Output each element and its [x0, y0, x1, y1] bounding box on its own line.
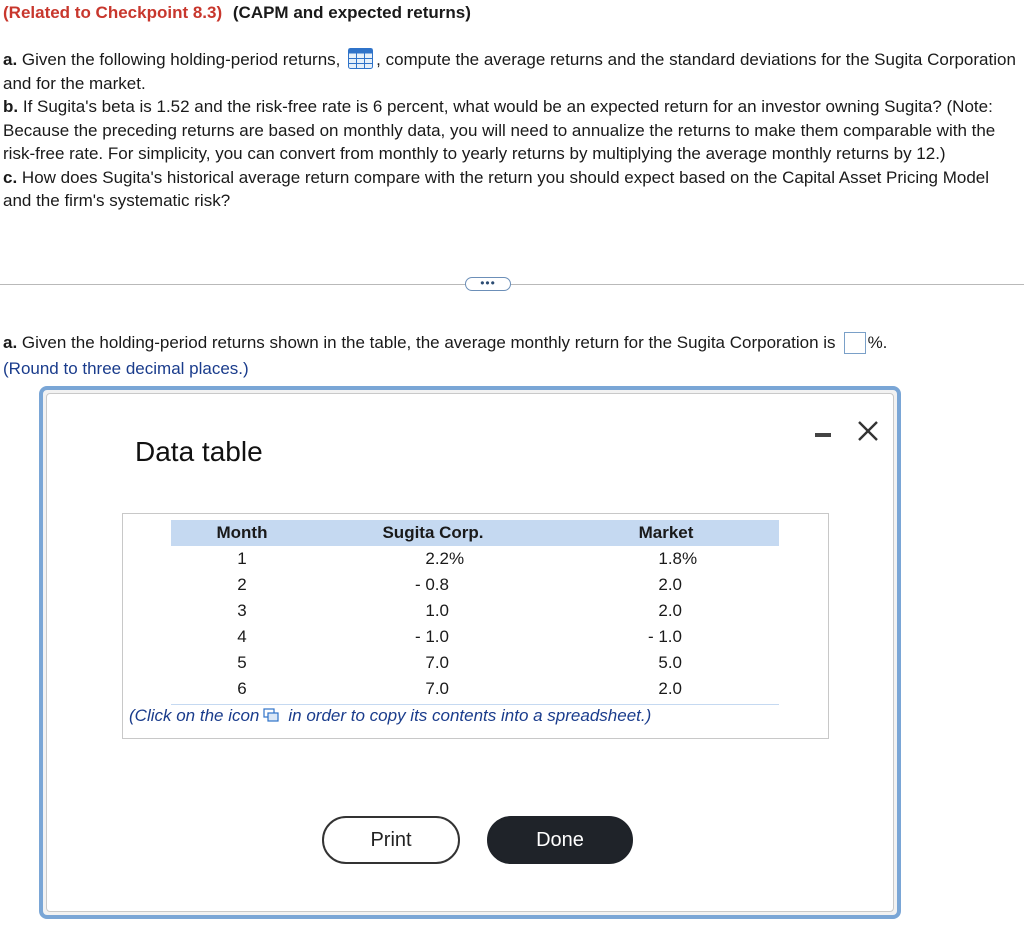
problem-statement	[3, 48, 1019, 213]
part-a-lead: a.	[3, 50, 18, 69]
data-table-dialog	[39, 386, 901, 919]
data-table-icon[interactable]	[348, 48, 373, 69]
table-row	[171, 598, 779, 624]
market-value: 1.8	[658, 549, 682, 568]
cell-sugita	[313, 546, 553, 572]
cell-month: 3	[237, 601, 247, 620]
rounding-hint: (Round to three decimal places.)	[3, 359, 249, 378]
cell-sugita	[313, 676, 553, 702]
header-month: Month	[171, 520, 313, 546]
part-c-lead: c.	[3, 167, 18, 187]
cell-month: 5	[237, 653, 247, 672]
close-icon[interactable]	[855, 418, 881, 444]
cell-market	[553, 676, 779, 702]
question-lead: a.	[3, 333, 18, 352]
table-row	[171, 624, 779, 650]
part-c-body: How does Sugita's historical average return compare with the return you should expect based on the Capital Asset Pricing Model and the firm's systematic risk?	[3, 167, 990, 210]
market-value: 2.0	[658, 575, 682, 594]
cell-sugita	[313, 598, 553, 624]
part-a-text	[3, 48, 1019, 95]
part-a-text-2: , compute the average returns and the standard deviations for the Sugita Corporation and for the market.	[3, 50, 1016, 93]
sugita-pct: %	[449, 549, 465, 568]
cell-sugita	[313, 572, 553, 598]
table-row	[171, 676, 779, 702]
market-pct: %	[682, 549, 698, 568]
minimize-icon[interactable]	[812, 420, 834, 442]
cell-sugita	[313, 624, 553, 650]
answer-unit: %.	[867, 333, 888, 352]
sugita-value: - 0.8	[414, 575, 449, 594]
market-value: - 1.0	[647, 627, 682, 646]
checkpoint-reference: (Related to Checkpoint 8.3)	[3, 3, 223, 22]
copy-note-start: (Click on the icon	[129, 706, 260, 725]
cell-market	[553, 624, 779, 650]
sugita-value: - 1.0	[414, 627, 449, 646]
cell-month: 2	[237, 575, 247, 594]
table-row	[171, 546, 779, 572]
question-line	[3, 331, 887, 355]
header-sugita: Sugita Corp.	[313, 520, 553, 546]
cell-market	[553, 546, 779, 572]
market-value: 2.0	[658, 679, 682, 698]
data-table-container	[122, 513, 829, 739]
copy-to-spreadsheet-icon[interactable]	[263, 707, 279, 721]
cell-market	[553, 598, 779, 624]
cell-month: 6	[237, 679, 247, 698]
part-b-text	[3, 95, 1019, 166]
problem-header	[3, 3, 471, 23]
done-button[interactable]: Done	[487, 816, 633, 864]
print-button[interactable]: Print	[322, 816, 460, 864]
cell-month: 1	[237, 549, 247, 568]
part-b-body: If Sugita's beta is 1.52 and the risk-free rate is 6 percent, what would be an expected return for an investor owning Sugita? (Note: Because the preceding returns are based on monthly data, you will need to annualize the returns to make them comparable with the risk-free rate. For simplicity, you can convert from monthly to yearly returns by multiplying the average monthly returns by 12.)	[3, 97, 996, 163]
cell-market	[553, 572, 779, 598]
market-value: 5.0	[658, 653, 682, 672]
table-header-row	[171, 520, 779, 546]
part-c-text	[3, 166, 1019, 213]
dialog-title: Data table	[135, 436, 263, 467]
table-bottom-rule	[171, 704, 779, 705]
table-row	[171, 650, 779, 676]
sugita-value: 7.0	[425, 679, 449, 698]
expand-more-button[interactable]: •••	[465, 277, 511, 291]
header-market: Market	[553, 520, 779, 546]
sugita-value: 1.0	[425, 601, 449, 620]
market-value: 2.0	[658, 601, 682, 620]
dialog-body	[46, 393, 894, 912]
table-row	[171, 572, 779, 598]
copy-note-end: in order to copy its contents into a spreadsheet.)	[288, 706, 652, 725]
part-a-text-1: Given the following holding-period returns,	[21, 50, 341, 69]
cell-month: 4	[237, 627, 247, 646]
copy-instructions	[129, 706, 651, 726]
part-b-lead: b.	[3, 97, 19, 116]
section-divider	[0, 284, 1024, 285]
cell-sugita	[313, 650, 553, 676]
sugita-value: 7.0	[425, 653, 449, 672]
sugita-value: 2.2	[425, 549, 449, 568]
returns-table	[171, 520, 779, 702]
answer-input[interactable]	[844, 332, 866, 354]
problem-title: (CAPM and expected returns)	[232, 3, 471, 22]
question-text: Given the holding-period returns shown in the table, the average monthly return for the Sugita Corporation is	[21, 333, 836, 352]
cell-market	[553, 650, 779, 676]
